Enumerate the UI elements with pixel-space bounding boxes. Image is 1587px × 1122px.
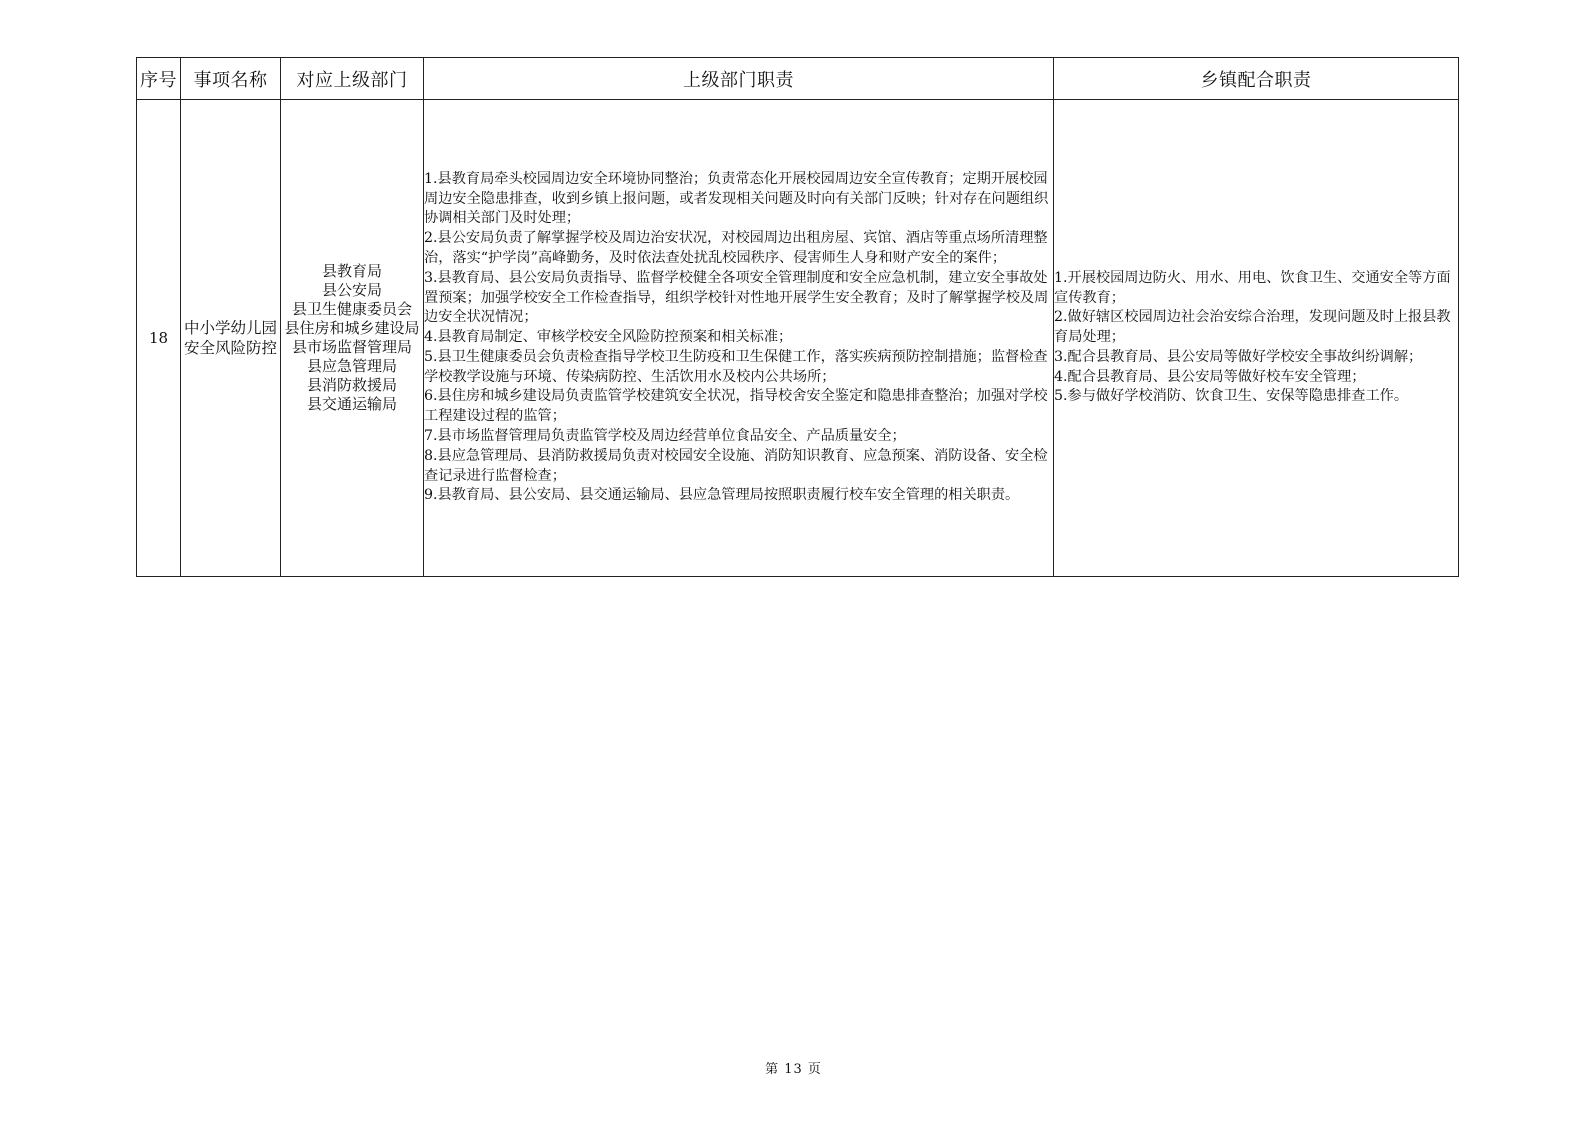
dept-line: 县公安局 [321,281,382,299]
town-duty-item: 3.配合县教育局、县公安局等做好学校安全事故纠纷调解； [1054,348,1423,365]
town-duty-item: 4.配合县教育局、县公安局等做好校车安全管理； [1054,368,1366,385]
header-dept: 对应上级部门 [281,58,424,100]
dept-line: 县住房和城乡建设局 [284,319,420,337]
upper-duty-item: 7.县市场监督管理局负责监管学校及周边经营单位食品安全、产品质量安全； [424,428,906,445]
dept-line: 县消防救援局 [306,376,397,394]
upper-duty-item: 5.县卫生健康委员会负责检查指导学校卫生防疫和卫生保健工作，落实疾病预防控制措施；监督检查学校教学设施与环境、传染病防控、生活饮用水及校内公共场所； [424,348,1048,385]
page-number: 第 13 页 [765,1062,822,1077]
table-row [137,100,1459,577]
upper-duty-item: 1.县教育局牵头校园周边安全环境协同整治；负责常态化开展校园周边安全宣传教育；定期开展校园周边安全隐患排查，收到乡镇上报问题，或者发现相关问题及时向有关部门反映；针对存在问题组织协调相关部门及时处理； [424,170,1049,227]
dept-line: 县交通运输局 [306,395,397,413]
upper-duty-item: 2.县公安局负责了解掌握学校及周边治安状况，对校园周边出租房屋、宾馆、酒店等重点场所清理整治，落实“护学岗”高峰勤务，及时依法查处扰乱校园秩序、侵害师生人身和财产安全的案件； [424,230,1048,266]
cell-seq: 18 [137,100,181,577]
duty-table [136,57,1459,577]
upper-duty-item: 6.县住房和城乡建设局负责监管学校建筑安全状况，指导校舍安全鉴定和隐患排查整治；加强对学校工程建设过程的监管； [424,388,1048,425]
cell-upper-duties [424,100,1054,577]
cell-depts [281,100,424,577]
cell-item-name: 中小学幼儿园安全风险防控 [181,100,281,577]
dept-line: 县卫生健康委员会 [291,300,412,318]
town-duty-item: 2.做好辖区校园周边社会治安综合治理，发现问题及时上报县教育局处理； [1054,309,1451,346]
header-item-name: 事项名称 [181,58,281,100]
cell-town-duties [1054,100,1459,577]
header-upper-duty: 上级部门职责 [424,58,1054,100]
town-duty-item: 1.开展校园周边防火、用水、用电、饮食卫生、交通安全等方面宣传教育； [1054,269,1451,306]
dept-line: 县应急管理局 [306,357,397,375]
upper-duty-item: 9.县教育局、县公安局、县交通运输局、县应急管理局按照职责履行校车安全管理的相关职责。 [424,487,1020,504]
town-duty-item: 5.参与做好学校消防、饮食卫生、安保等隐患排查工作。 [1054,388,1409,405]
header-town-duty: 乡镇配合职责 [1054,58,1459,100]
dept-line: 县教育局 [321,262,382,280]
table-header-row [137,58,1459,100]
header-seq: 序号 [137,58,181,100]
upper-duty-item: 4.县教育局制定、审核学校安全风险防控预案和相关标准； [424,329,793,346]
upper-duty-item: 8.县应急管理局、县消防救援局负责对校园安全设施、消防知识教育、应急预案、消防设备、安全检查记录进行监督检查； [424,447,1048,484]
upper-duty-item: 3.县教育局、县公安局负责指导、监督学校健全各项安全管理制度和安全应急机制，建立安全事故处置预案；加强学校安全工作检查指导，组织学校针对性地开展学生安全教育；及时了解掌握学校及周边安全状况情况； [424,269,1049,326]
dept-line: 县市场监督管理局 [291,338,412,356]
